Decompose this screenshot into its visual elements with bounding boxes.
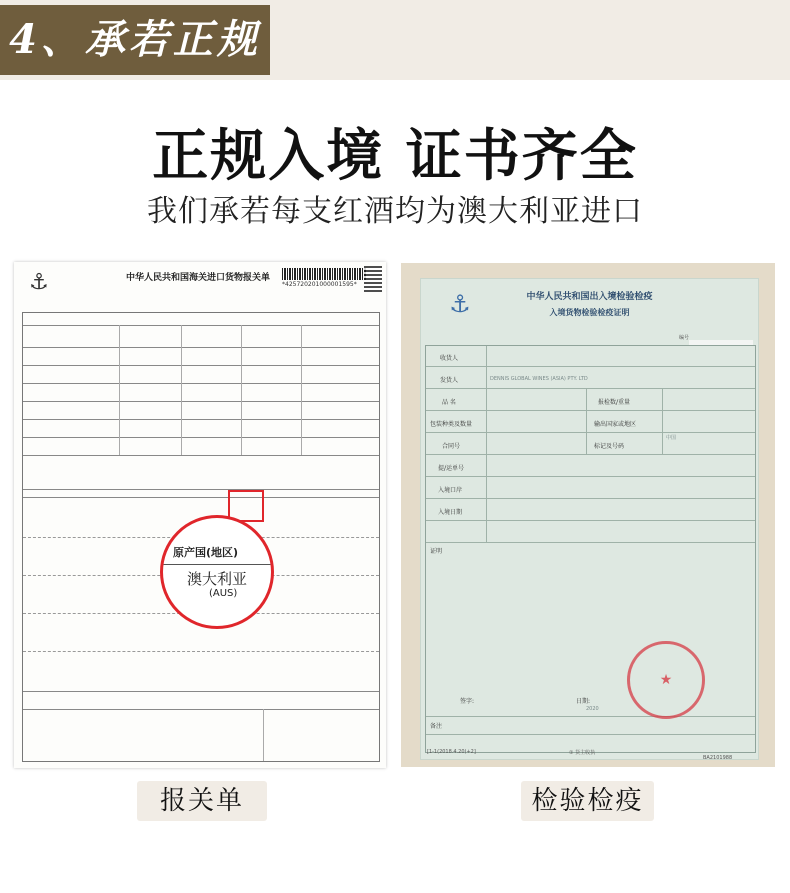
customs-declaration-image: [14, 262, 386, 768]
form-row-divider: [23, 325, 379, 326]
form-dashed-divider: [23, 651, 379, 652]
form-col-divider: [181, 325, 182, 455]
label-consignor: 发货人: [440, 377, 459, 384]
form-col-divider: [241, 325, 242, 455]
cert-row-divider: [426, 366, 755, 367]
zoom-divider: [163, 564, 271, 565]
form-row-divider: [23, 383, 379, 384]
label-remarks: 备注: [430, 723, 443, 730]
label-marks: 标记及号码: [594, 443, 625, 450]
barcode-number: *425720201000001595*: [282, 281, 357, 288]
cert-row-divider: [426, 734, 755, 735]
qr-code-icon: [364, 266, 382, 292]
subline: 我们承若每支红酒均为澳大利亚进口: [147, 194, 643, 229]
value-consignor: DENNIS GLOBAL WINES (ASIA) PTY. LTD: [490, 376, 588, 382]
form-row-divider: [23, 365, 379, 366]
footer-serial: BA2101988: [703, 755, 733, 760]
cert-col-divider: [662, 388, 663, 454]
cert-row-divider: [426, 432, 755, 433]
form-col-divider: [301, 325, 302, 455]
cert-row-divider: [426, 388, 755, 389]
form-row-divider: [23, 691, 379, 692]
barcode-icon: [282, 268, 366, 280]
cert-row-divider: [426, 520, 755, 521]
label-entry-port: 入境口岸: [438, 487, 463, 494]
cert-row-divider: [426, 498, 755, 499]
form-col-divider: [119, 325, 120, 455]
label-entry-date: 入境日期: [438, 509, 463, 516]
form-col-divider: [263, 709, 264, 761]
form-row-divider: [23, 709, 379, 710]
origin-value: 澳大利亚: [187, 570, 248, 588]
cert-subtitle: 入境货物检验检疫证明: [549, 308, 630, 317]
value-date-year: 2020: [586, 706, 599, 712]
origin-zoom-callout: [160, 515, 274, 629]
inspection-emblem-icon: ⚓: [449, 290, 471, 318]
cert-row-divider: [426, 476, 755, 477]
origin-label: 原产国(地区): [173, 546, 239, 559]
form-row-divider: [23, 401, 379, 402]
label-package: 包装种类及数量: [430, 421, 473, 428]
value-origin-country: 中国: [666, 435, 677, 441]
form-row-divider: [23, 437, 379, 438]
footer-form-code: [1-1(2018.4.20)+2]: [427, 749, 476, 755]
inspection-certificate: [420, 278, 759, 760]
form-row-divider: [23, 347, 379, 348]
origin-code: (AUS): [209, 588, 238, 599]
official-seal-icon: ★: [627, 641, 705, 719]
cert-number-label: 编号: [679, 335, 690, 341]
cert-row-divider: [426, 542, 755, 543]
cert-row-divider: [426, 716, 755, 717]
headline: 正规入境 证书齐全: [152, 124, 638, 189]
cert-col-divider: [586, 388, 587, 454]
cert-table: [425, 345, 756, 753]
customs-doc-title: 中华人民共和国海关进口货物报关单: [126, 273, 271, 283]
top-banner: [0, 0, 790, 80]
footer-copy-label: ① 货主收执: [569, 750, 596, 756]
label-origin-country: 输出国家或地区: [594, 421, 637, 428]
form-row-divider: [23, 419, 379, 420]
cert-col-divider: [486, 346, 487, 542]
caption-inspection-quarantine: 检验检疫: [521, 781, 654, 821]
caption-customs-declaration: 报关单: [137, 781, 267, 821]
cert-row-divider: [426, 454, 755, 455]
label-proof: 证明: [430, 548, 443, 555]
cert-row-divider: [426, 410, 755, 411]
section-tag: 4、承若正规: [0, 5, 270, 75]
label-goods-name: 品 名: [442, 399, 456, 406]
label-consignee: 收货人: [440, 355, 459, 362]
label-signature: 签字:: [460, 698, 475, 705]
form-row-divider: [23, 497, 379, 498]
cert-title: 中华人民共和国出入境检验检疫: [526, 292, 653, 302]
label-date: 日期:: [576, 698, 591, 705]
form-row-divider: [23, 489, 379, 490]
form-row-divider: [23, 455, 379, 456]
label-bill: 提/运单号: [438, 465, 465, 472]
customs-emblem-icon: ⚓: [29, 270, 49, 295]
label-weight: 报检数/重量: [598, 399, 631, 406]
label-contract: 合同号: [442, 443, 461, 450]
